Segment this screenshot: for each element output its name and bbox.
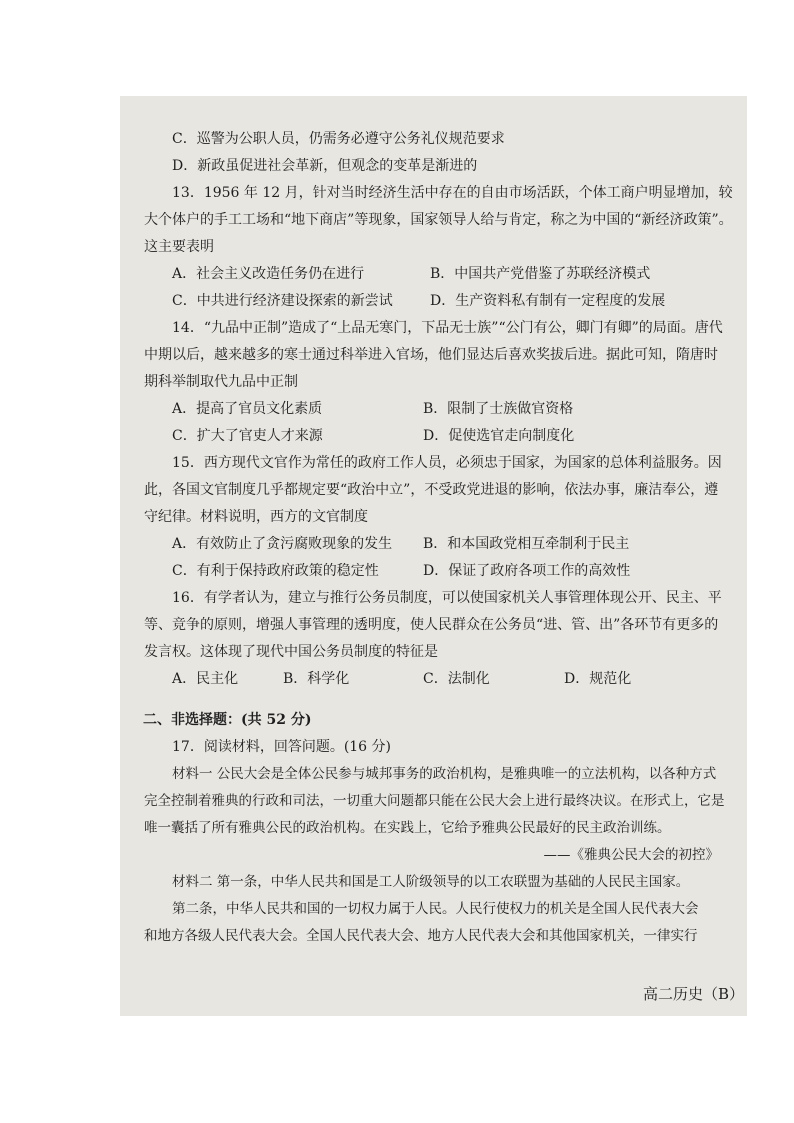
q16-stem-line-2: 等、竞争的原则，增强人事管理的透明度，使人民群众在公务员“进、管、出”各环节有更多的: [144, 617, 719, 633]
q15-stem-line-3: 守纪律。材料说明，西方的文官制度: [144, 509, 368, 525]
material-2-line-3: 和地方各级人民代表大会。全国人民代表大会、地方人民代表大会和其他国家机关，一律实行: [144, 928, 698, 944]
q14-stem-line-3: 期科举制取代九品中正制: [144, 374, 298, 390]
q14-option-b: B．限制了士族做官资格: [423, 401, 574, 417]
material-1-line-1: 材料一 公民大会是全体公民参与城邦事务的政治机构，是雅典唯一的立法机构，以各种方式: [172, 766, 717, 782]
q14-option-d: D．促使选官走向制度化: [423, 428, 575, 444]
q16-option-b: B．科学化: [283, 671, 350, 687]
q13-option-c: C．中共进行经济建设探索的新尝试: [172, 293, 393, 309]
q13-stem-line-2: 大个体户的手工工场和“地下商店”等现象，国家领导人给与肯定，称之为中国的“新经济政策”。: [144, 212, 733, 228]
material-2-line-2: 第二条，中华人民共和国的一切权力属于人民。人民行使权力的机关是全国人民代表大会: [172, 901, 699, 917]
q15-option-b: B．和本国政党相互牵制利于民主: [423, 536, 630, 552]
material-1-line-2: 完全控制着雅典的行政和司法，一切重大问题都只能在公民大会上进行最终决议。在形式上，它是: [144, 793, 725, 809]
q15-stem-line-2: 此，各国文官制度几乎都规定要“政治中立”，不受政党进退的影响，依法办事，廉洁奉公，遵: [144, 482, 719, 498]
q13-option-d: D．生产资料私有制有一定程度的发展: [430, 293, 666, 309]
q13-stem-line-3: 这主要表明: [144, 239, 214, 255]
material-2-line-1: 材料二 第一条，中华人民共和国是工人阶级领导的以工农联盟为基础的人民民主国家。: [172, 874, 690, 890]
q17-prompt: 17．阅读材料，回答问题。(16 分): [172, 739, 392, 755]
q15-stem-line-1: 15．西方现代文官作为常任的政府工作人员，必须忠于国家，为国家的总体利益服务。因: [172, 455, 722, 471]
q13-stem-line-1: 13．1956 年 12 月，针对当时经济生活中存在的自由市场活跃，个体工商户明显增加，较: [172, 185, 733, 201]
q16-option-d: D．规范化: [564, 671, 632, 687]
q16-stem-line-3: 发言权。这体现了现代中国公务员制度的特征是: [144, 644, 438, 660]
q12-option-d: D．新政虽促进社会革新，但观念的变革是渐进的: [172, 158, 478, 174]
q14-stem-line-1: 14．“九品中正制”造成了“上品无寒门，下品无士族”“公门有公，卿门有卿”的局面。唐代: [172, 320, 723, 336]
q14-stem-line-2: 中期以后，越来越多的寒士通过科举进入官场，他们显达后喜欢奖拔后进。据此可知，隋唐时: [144, 347, 718, 363]
page-footer: 高二历史（B）: [642, 985, 744, 1003]
q15-option-a: A．有效防止了贪污腐败现象的发生: [172, 536, 393, 552]
q14-option-a: A．提高了官员文化素质: [172, 401, 323, 417]
q15-option-c: C．有利于保持政府政策的稳定性: [172, 563, 379, 579]
q13-option-b: B．中国共产党借鉴了苏联经济模式: [430, 266, 651, 282]
section-2-title: 二、非选择题：(共 52 分): [143, 712, 312, 728]
q16-option-c: C．法制化: [423, 671, 490, 687]
q16-stem-line-1: 16．有学者认为，建立与推行公务员制度，可以使国家机关人事管理体现公开、民主、平: [172, 590, 722, 606]
q12-option-c: C．巡警为公职人员，仍需务必遵守公务礼仪规范要求: [172, 131, 505, 147]
material-1-line-3: 唯一囊括了所有雅典公民的政治机构。在实践上，它给予雅典公民最好的民主政治训练。: [144, 820, 671, 836]
material-1-source: ——《雅典公民大会的初控》: [543, 847, 719, 863]
q15-option-d: D．保证了政府各项工作的高效性: [423, 563, 631, 579]
q16-option-a: A．民主化: [172, 671, 239, 687]
q14-option-c: C．扩大了官吏人才来源: [172, 428, 323, 444]
q13-option-a: A．社会主义改造任务仍在进行: [172, 266, 365, 282]
exam-page: [120, 96, 747, 1016]
